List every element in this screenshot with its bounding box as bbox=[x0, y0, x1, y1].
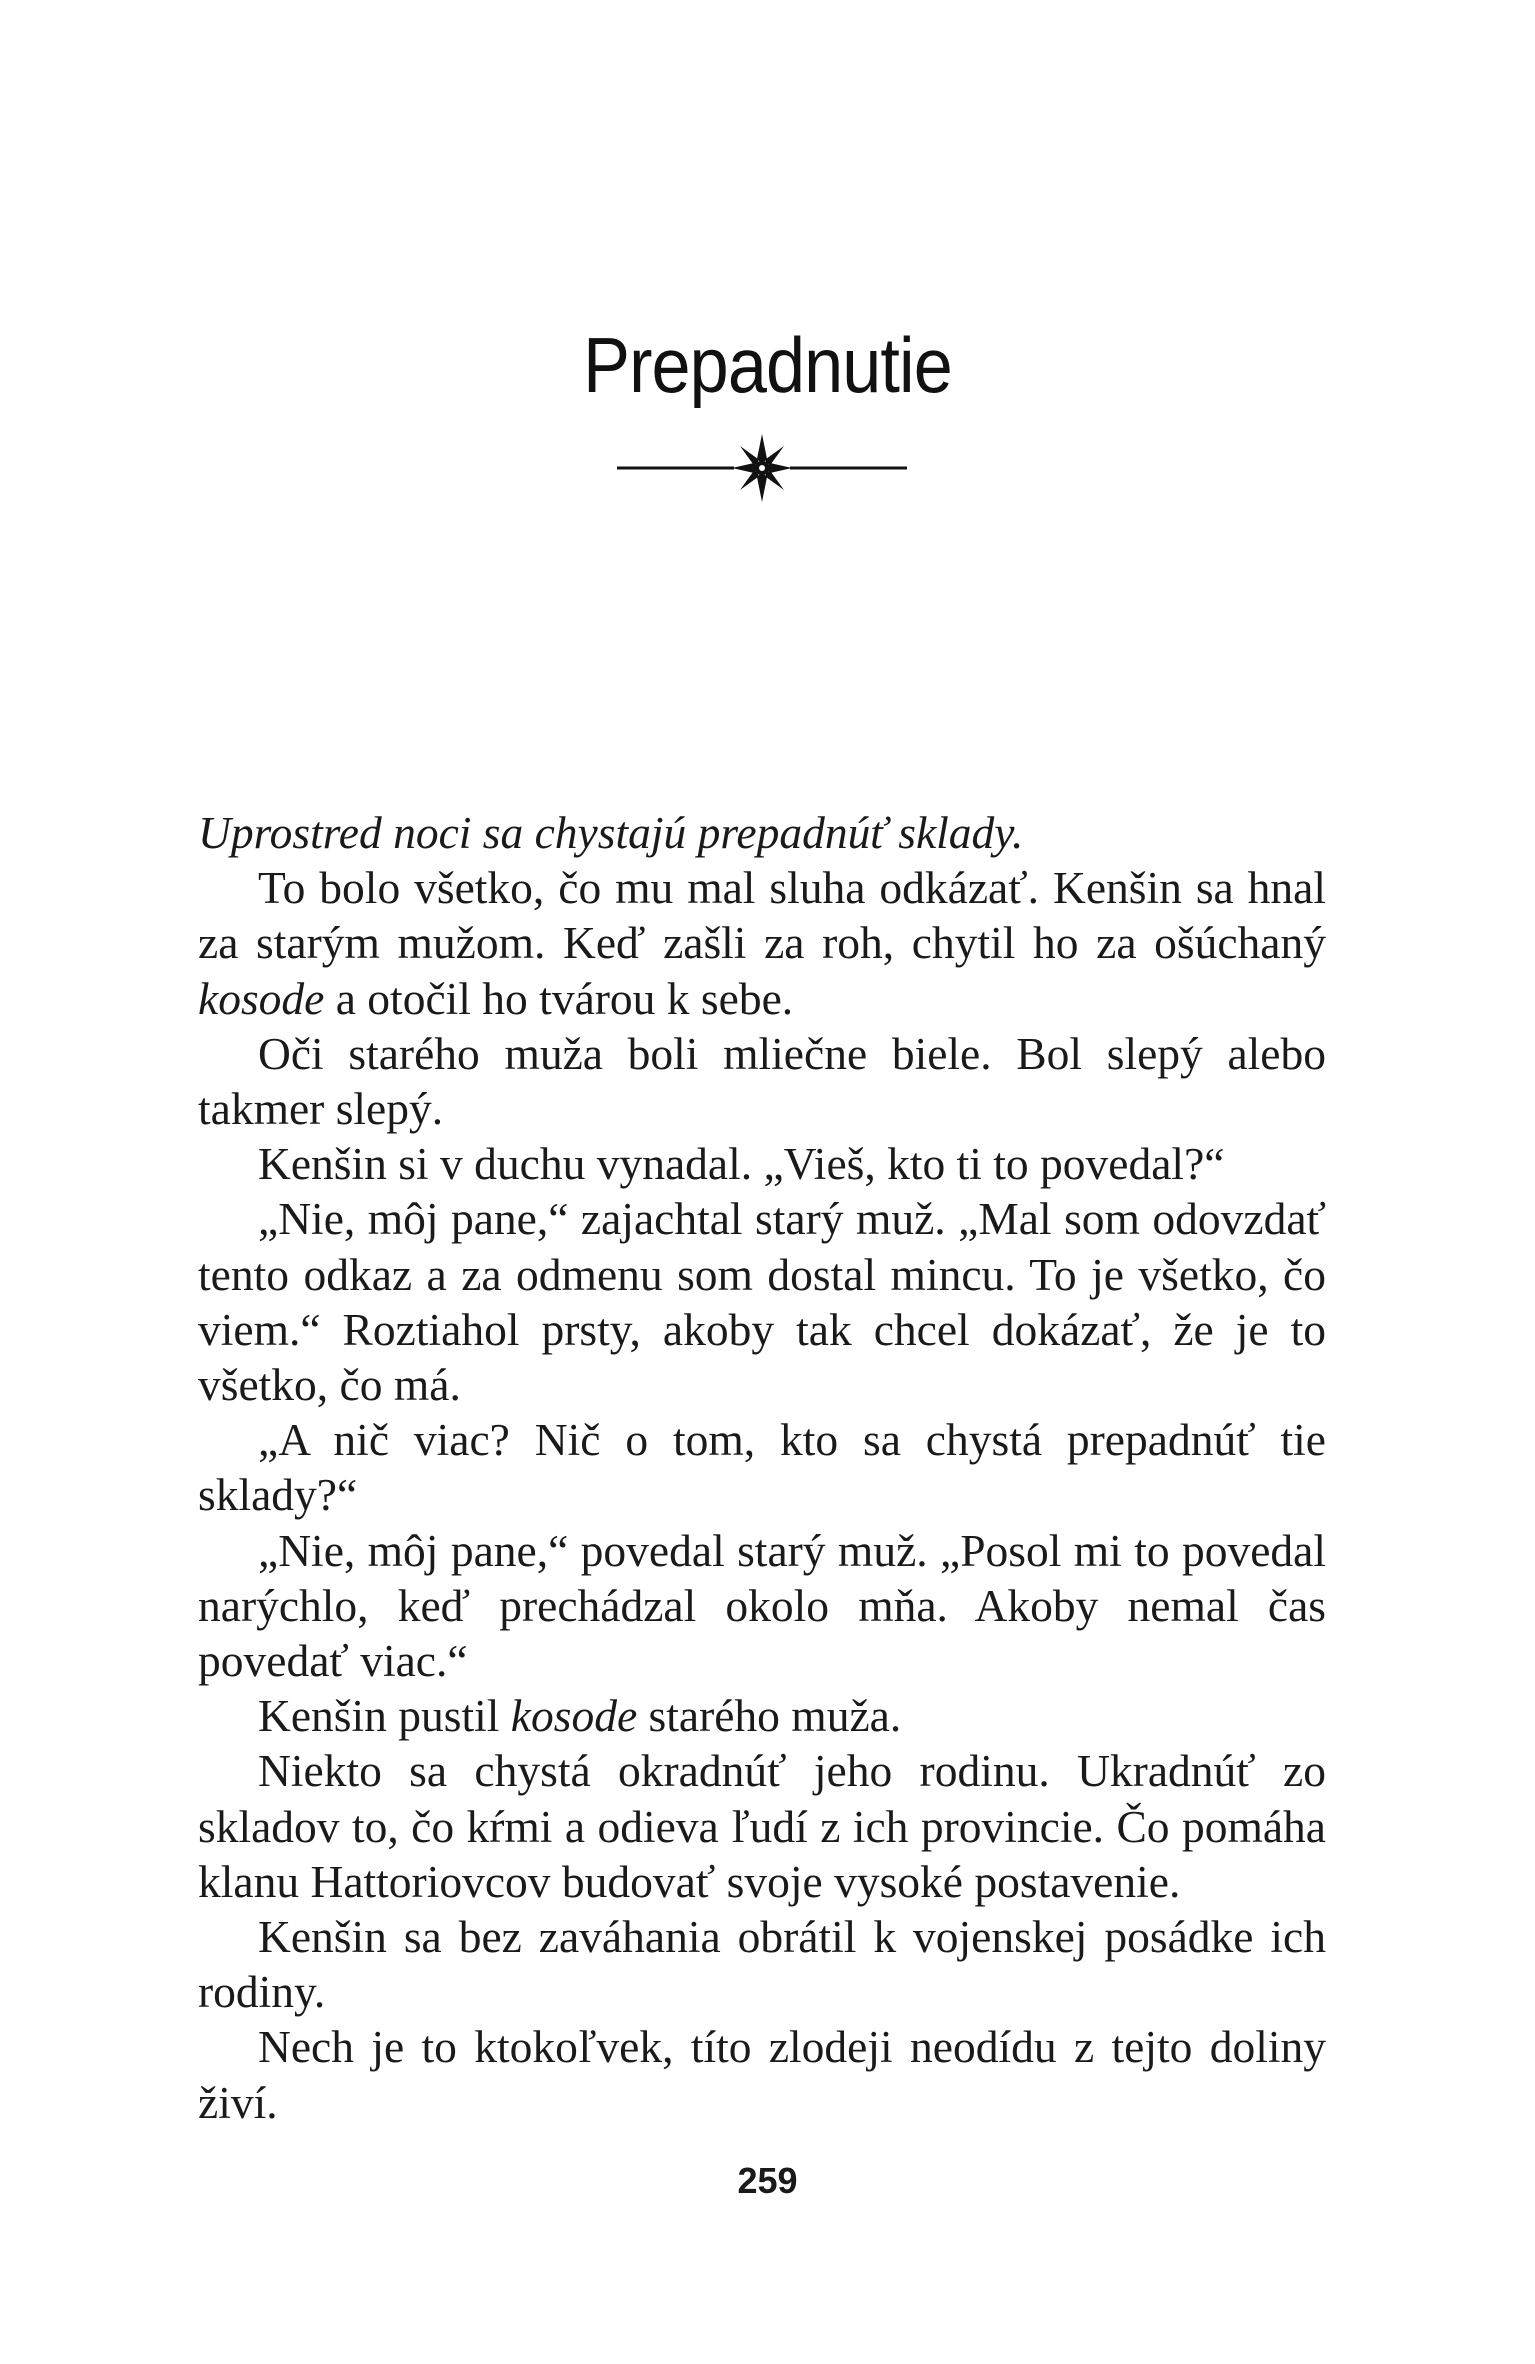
paragraph: Kenšin sa bez zaváhania obrátil k vojenskej posádke ich rodiny. bbox=[198, 1911, 1326, 2018]
paragraph: „Nie, môj pane,“ zajachtal starý muž. „Mal som odovzdať tento odkaz a za odmenu som dostal mincu. To je všetko, čo viem.“ Roztiahol prsty, akoby tak chcel dokázať, že je to všetko, čo má. bbox=[198, 1193, 1326, 1411]
paragraph: „Nie, môj pane,“ povedal starý muž. „Posol mi to povedal narýchlo, keď prechádzal okolo mňa. Akoby nemal čas povedať viac.“ bbox=[198, 1524, 1326, 1687]
paragraph: Oči starého muža boli mliečne biele. Bol slepý alebo takmer slepý. bbox=[198, 1027, 1326, 1135]
chapter-body bbox=[198, 805, 1326, 2130]
paragraph: „A nič viac? Nič o tom, kto sa chystá prepadnúť tie sklady?“ bbox=[198, 1414, 1326, 1521]
chapter-title: Prepadnutie bbox=[583, 321, 952, 409]
italic-term: kosode bbox=[198, 972, 325, 1024]
paragraph bbox=[198, 860, 1326, 1026]
paragraph-text: starého muža. bbox=[637, 1690, 902, 1742]
page-number: 259 bbox=[737, 2160, 798, 2201]
star-divider-icon bbox=[612, 425, 912, 505]
italic-term: kosode bbox=[510, 1690, 638, 1742]
paragraph-text: Kenšin pustil bbox=[258, 1690, 511, 1742]
paragraph-text: a otočil ho tvárou k sebe. bbox=[324, 972, 794, 1024]
paragraph: Nech je to ktokoľvek, títo zlodeji neodídu z tejto doliny živí. bbox=[198, 2021, 1326, 2128]
paragraph-text: To bolo všetko, čo mu mal sluha odkázať. Kenšin sa hnal za starým mužom. Keď zašli za roh, chytil ho za ošúchaný bbox=[198, 862, 1326, 969]
paragraph bbox=[198, 1688, 1326, 1743]
paragraph-opening: Uprostred noci sa chystajú prepadnúť sklady. bbox=[198, 807, 1024, 858]
paragraph: Niekto sa chystá okradnúť jeho rodinu. Ukradnúť zo skladov to, čo kŕmi a odieva ľudí z ich provincie. Čo pomáha klanu Hattoriovcov budovať svoje vysoké postavenie. bbox=[198, 1745, 1326, 1907]
paragraph: Kenšin si v duchu vynadal. „Vieš, kto ti to povedal?“ bbox=[258, 1138, 1225, 1190]
